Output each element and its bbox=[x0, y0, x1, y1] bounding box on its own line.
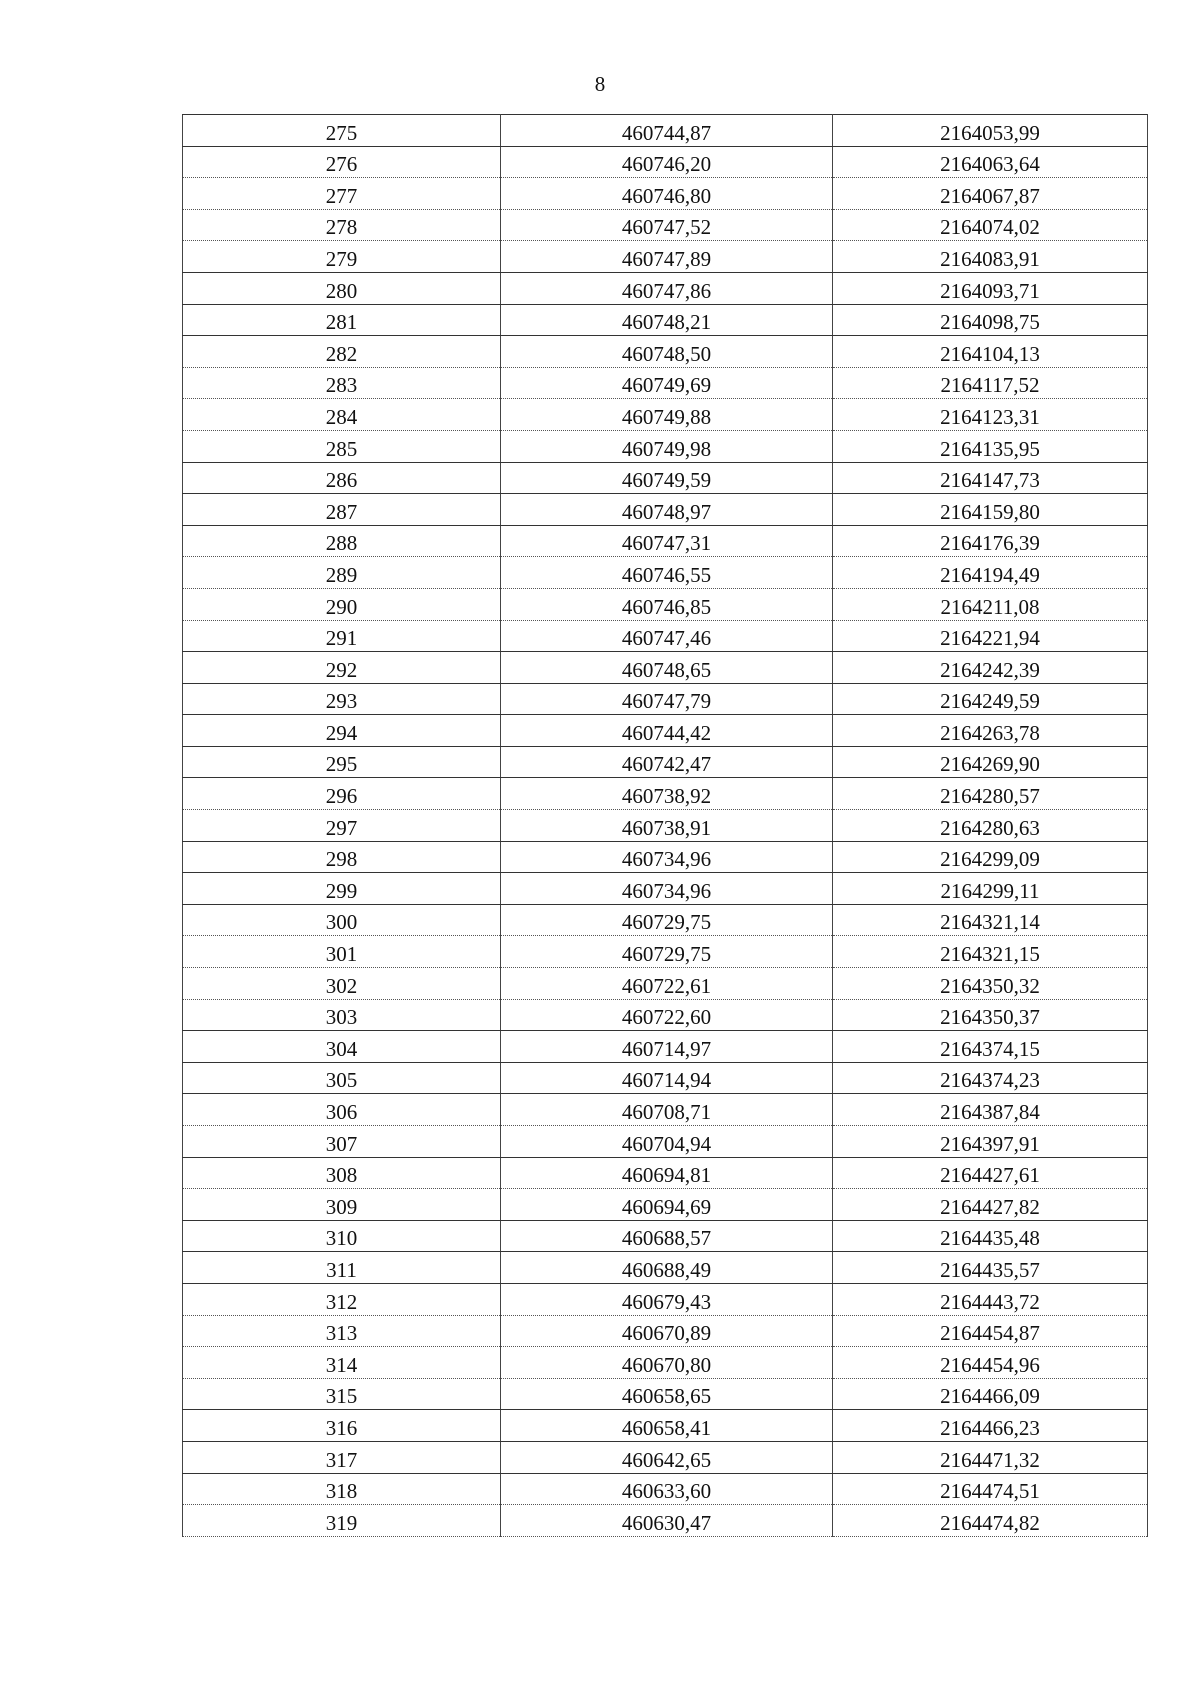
table-row bbox=[183, 1505, 1148, 1537]
x-coordinate-cell: 460642,65 bbox=[501, 1441, 833, 1473]
y-coordinate-cell: 2164104,13 bbox=[833, 336, 1148, 368]
y-coordinate-cell: 2164466,09 bbox=[833, 1378, 1148, 1410]
table-row bbox=[183, 1252, 1148, 1284]
x-coordinate-cell: 460738,92 bbox=[501, 778, 833, 810]
table-row bbox=[183, 1094, 1148, 1126]
table-row bbox=[183, 525, 1148, 557]
y-coordinate-cell: 2164242,39 bbox=[833, 652, 1148, 684]
point-number-cell: 304 bbox=[183, 1031, 501, 1063]
y-coordinate-cell: 2164299,09 bbox=[833, 841, 1148, 873]
table-row bbox=[183, 810, 1148, 842]
x-coordinate-cell: 460746,80 bbox=[501, 178, 833, 210]
y-coordinate-cell: 2164280,63 bbox=[833, 810, 1148, 842]
x-coordinate-cell: 460742,47 bbox=[501, 746, 833, 778]
coordinates-table bbox=[182, 114, 1148, 1537]
table-row bbox=[183, 462, 1148, 494]
y-coordinate-cell: 2164466,23 bbox=[833, 1410, 1148, 1442]
y-coordinate-cell: 2164435,48 bbox=[833, 1220, 1148, 1252]
y-coordinate-cell: 2164435,57 bbox=[833, 1252, 1148, 1284]
x-coordinate-cell: 460748,21 bbox=[501, 304, 833, 336]
x-coordinate-cell: 460747,86 bbox=[501, 272, 833, 304]
x-coordinate-cell: 460744,87 bbox=[501, 115, 833, 147]
x-coordinate-cell: 460746,55 bbox=[501, 557, 833, 589]
point-number-cell: 293 bbox=[183, 683, 501, 715]
table-row bbox=[183, 241, 1148, 273]
x-coordinate-cell: 460688,49 bbox=[501, 1252, 833, 1284]
y-coordinate-cell: 2164067,87 bbox=[833, 178, 1148, 210]
y-coordinate-cell: 2164454,96 bbox=[833, 1347, 1148, 1379]
y-coordinate-cell: 2164454,87 bbox=[833, 1315, 1148, 1347]
x-coordinate-cell: 460746,20 bbox=[501, 146, 833, 178]
x-coordinate-cell: 460630,47 bbox=[501, 1505, 833, 1537]
x-coordinate-cell: 460747,46 bbox=[501, 620, 833, 652]
table-row bbox=[183, 1378, 1148, 1410]
y-coordinate-cell: 2164321,14 bbox=[833, 904, 1148, 936]
point-number-cell: 289 bbox=[183, 557, 501, 589]
x-coordinate-cell: 460729,75 bbox=[501, 936, 833, 968]
point-number-cell: 313 bbox=[183, 1315, 501, 1347]
coordinates-table-body bbox=[183, 115, 1148, 1537]
x-coordinate-cell: 460749,69 bbox=[501, 367, 833, 399]
x-coordinate-cell: 460708,71 bbox=[501, 1094, 833, 1126]
x-coordinate-cell: 460747,52 bbox=[501, 209, 833, 241]
point-number-cell: 314 bbox=[183, 1347, 501, 1379]
table-row bbox=[183, 1283, 1148, 1315]
y-coordinate-cell: 2164176,39 bbox=[833, 525, 1148, 557]
y-coordinate-cell: 2164374,15 bbox=[833, 1031, 1148, 1063]
x-coordinate-cell: 460749,88 bbox=[501, 399, 833, 431]
table-row bbox=[183, 841, 1148, 873]
point-number-cell: 275 bbox=[183, 115, 501, 147]
x-coordinate-cell: 460679,43 bbox=[501, 1283, 833, 1315]
table-row bbox=[183, 873, 1148, 905]
y-coordinate-cell: 2164117,52 bbox=[833, 367, 1148, 399]
table-row bbox=[183, 1441, 1148, 1473]
x-coordinate-cell: 460748,97 bbox=[501, 494, 833, 526]
y-coordinate-cell: 2164093,71 bbox=[833, 272, 1148, 304]
point-number-cell: 318 bbox=[183, 1473, 501, 1505]
y-coordinate-cell: 2164123,31 bbox=[833, 399, 1148, 431]
table-row bbox=[183, 936, 1148, 968]
point-number-cell: 279 bbox=[183, 241, 501, 273]
table-row bbox=[183, 588, 1148, 620]
y-coordinate-cell: 2164221,94 bbox=[833, 620, 1148, 652]
page-number: 8 bbox=[594, 72, 606, 96]
y-coordinate-cell: 2164474,82 bbox=[833, 1505, 1148, 1537]
x-coordinate-cell: 460694,81 bbox=[501, 1157, 833, 1189]
point-number-cell: 285 bbox=[183, 430, 501, 462]
x-coordinate-cell: 460688,57 bbox=[501, 1220, 833, 1252]
y-coordinate-cell: 2164280,57 bbox=[833, 778, 1148, 810]
table-row bbox=[183, 557, 1148, 589]
x-coordinate-cell: 460744,42 bbox=[501, 715, 833, 747]
point-number-cell: 287 bbox=[183, 494, 501, 526]
point-number-cell: 307 bbox=[183, 1126, 501, 1158]
point-number-cell: 310 bbox=[183, 1220, 501, 1252]
point-number-cell: 292 bbox=[183, 652, 501, 684]
table-row bbox=[183, 209, 1148, 241]
table-row bbox=[183, 1220, 1148, 1252]
x-coordinate-cell: 460738,91 bbox=[501, 810, 833, 842]
x-coordinate-cell: 460694,69 bbox=[501, 1189, 833, 1221]
x-coordinate-cell: 460749,59 bbox=[501, 462, 833, 494]
point-number-cell: 316 bbox=[183, 1410, 501, 1442]
y-coordinate-cell: 2164471,32 bbox=[833, 1441, 1148, 1473]
point-number-cell: 297 bbox=[183, 810, 501, 842]
point-number-cell: 286 bbox=[183, 462, 501, 494]
table-row bbox=[183, 494, 1148, 526]
table-row bbox=[183, 1031, 1148, 1063]
table-row bbox=[183, 1062, 1148, 1094]
point-number-cell: 319 bbox=[183, 1505, 501, 1537]
y-coordinate-cell: 2164135,95 bbox=[833, 430, 1148, 462]
y-coordinate-cell: 2164083,91 bbox=[833, 241, 1148, 273]
x-coordinate-cell: 460729,75 bbox=[501, 904, 833, 936]
point-number-cell: 278 bbox=[183, 209, 501, 241]
y-coordinate-cell: 2164211,08 bbox=[833, 588, 1148, 620]
point-number-cell: 309 bbox=[183, 1189, 501, 1221]
point-number-cell: 281 bbox=[183, 304, 501, 336]
x-coordinate-cell: 460734,96 bbox=[501, 841, 833, 873]
table-row bbox=[183, 652, 1148, 684]
x-coordinate-cell: 460722,61 bbox=[501, 968, 833, 1000]
y-coordinate-cell: 2164350,37 bbox=[833, 999, 1148, 1031]
x-coordinate-cell: 460670,89 bbox=[501, 1315, 833, 1347]
point-number-cell: 302 bbox=[183, 968, 501, 1000]
x-coordinate-cell: 460714,94 bbox=[501, 1062, 833, 1094]
table-row bbox=[183, 778, 1148, 810]
y-coordinate-cell: 2164474,51 bbox=[833, 1473, 1148, 1505]
x-coordinate-cell: 460633,60 bbox=[501, 1473, 833, 1505]
point-number-cell: 306 bbox=[183, 1094, 501, 1126]
point-number-cell: 277 bbox=[183, 178, 501, 210]
table-row bbox=[183, 430, 1148, 462]
y-coordinate-cell: 2164374,23 bbox=[833, 1062, 1148, 1094]
y-coordinate-cell: 2164397,91 bbox=[833, 1126, 1148, 1158]
table-row bbox=[183, 146, 1148, 178]
table-row bbox=[183, 715, 1148, 747]
table-row bbox=[183, 1347, 1148, 1379]
point-number-cell: 288 bbox=[183, 525, 501, 557]
point-number-cell: 311 bbox=[183, 1252, 501, 1284]
point-number-cell: 305 bbox=[183, 1062, 501, 1094]
y-coordinate-cell: 2164350,32 bbox=[833, 968, 1148, 1000]
x-coordinate-cell: 460704,94 bbox=[501, 1126, 833, 1158]
table-row bbox=[183, 1189, 1148, 1221]
x-coordinate-cell: 460747,31 bbox=[501, 525, 833, 557]
x-coordinate-cell: 460748,65 bbox=[501, 652, 833, 684]
table-row bbox=[183, 178, 1148, 210]
table-row bbox=[183, 115, 1148, 147]
y-coordinate-cell: 2164269,90 bbox=[833, 746, 1148, 778]
table-row bbox=[183, 336, 1148, 368]
point-number-cell: 276 bbox=[183, 146, 501, 178]
y-coordinate-cell: 2164321,15 bbox=[833, 936, 1148, 968]
point-number-cell: 291 bbox=[183, 620, 501, 652]
y-coordinate-cell: 2164053,99 bbox=[833, 115, 1148, 147]
x-coordinate-cell: 460747,89 bbox=[501, 241, 833, 273]
point-number-cell: 283 bbox=[183, 367, 501, 399]
point-number-cell: 282 bbox=[183, 336, 501, 368]
y-coordinate-cell: 2164427,61 bbox=[833, 1157, 1148, 1189]
y-coordinate-cell: 2164263,78 bbox=[833, 715, 1148, 747]
x-coordinate-cell: 460670,80 bbox=[501, 1347, 833, 1379]
y-coordinate-cell: 2164249,59 bbox=[833, 683, 1148, 715]
table-row bbox=[183, 968, 1148, 1000]
y-coordinate-cell: 2164443,72 bbox=[833, 1283, 1148, 1315]
point-number-cell: 294 bbox=[183, 715, 501, 747]
point-number-cell: 308 bbox=[183, 1157, 501, 1189]
y-coordinate-cell: 2164147,73 bbox=[833, 462, 1148, 494]
y-coordinate-cell: 2164387,84 bbox=[833, 1094, 1148, 1126]
y-coordinate-cell: 2164074,02 bbox=[833, 209, 1148, 241]
x-coordinate-cell: 460747,79 bbox=[501, 683, 833, 715]
x-coordinate-cell: 460748,50 bbox=[501, 336, 833, 368]
point-number-cell: 284 bbox=[183, 399, 501, 431]
point-number-cell: 301 bbox=[183, 936, 501, 968]
y-coordinate-cell: 2164427,82 bbox=[833, 1189, 1148, 1221]
y-coordinate-cell: 2164299,11 bbox=[833, 873, 1148, 905]
table-row bbox=[183, 683, 1148, 715]
point-number-cell: 300 bbox=[183, 904, 501, 936]
point-number-cell: 315 bbox=[183, 1378, 501, 1410]
point-number-cell: 280 bbox=[183, 272, 501, 304]
y-coordinate-cell: 2164159,80 bbox=[833, 494, 1148, 526]
table-row bbox=[183, 620, 1148, 652]
table-row bbox=[183, 904, 1148, 936]
point-number-cell: 299 bbox=[183, 873, 501, 905]
point-number-cell: 303 bbox=[183, 999, 501, 1031]
point-number-cell: 295 bbox=[183, 746, 501, 778]
point-number-cell: 296 bbox=[183, 778, 501, 810]
table-row bbox=[183, 746, 1148, 778]
point-number-cell: 312 bbox=[183, 1283, 501, 1315]
table-row bbox=[183, 999, 1148, 1031]
y-coordinate-cell: 2164194,49 bbox=[833, 557, 1148, 589]
point-number-cell: 317 bbox=[183, 1441, 501, 1473]
y-coordinate-cell: 2164063,64 bbox=[833, 146, 1148, 178]
x-coordinate-cell: 460734,96 bbox=[501, 873, 833, 905]
table-row bbox=[183, 1126, 1148, 1158]
x-coordinate-cell: 460658,41 bbox=[501, 1410, 833, 1442]
y-coordinate-cell: 2164098,75 bbox=[833, 304, 1148, 336]
x-coordinate-cell: 460746,85 bbox=[501, 588, 833, 620]
table-row bbox=[183, 1157, 1148, 1189]
table-row bbox=[183, 304, 1148, 336]
table-row bbox=[183, 1315, 1148, 1347]
x-coordinate-cell: 460714,97 bbox=[501, 1031, 833, 1063]
x-coordinate-cell: 460749,98 bbox=[501, 430, 833, 462]
table-row bbox=[183, 272, 1148, 304]
table-row bbox=[183, 367, 1148, 399]
point-number-cell: 298 bbox=[183, 841, 501, 873]
x-coordinate-cell: 460658,65 bbox=[501, 1378, 833, 1410]
table-row bbox=[183, 1473, 1148, 1505]
x-coordinate-cell: 460722,60 bbox=[501, 999, 833, 1031]
table-row bbox=[183, 1410, 1148, 1442]
table-row bbox=[183, 399, 1148, 431]
point-number-cell: 290 bbox=[183, 588, 501, 620]
